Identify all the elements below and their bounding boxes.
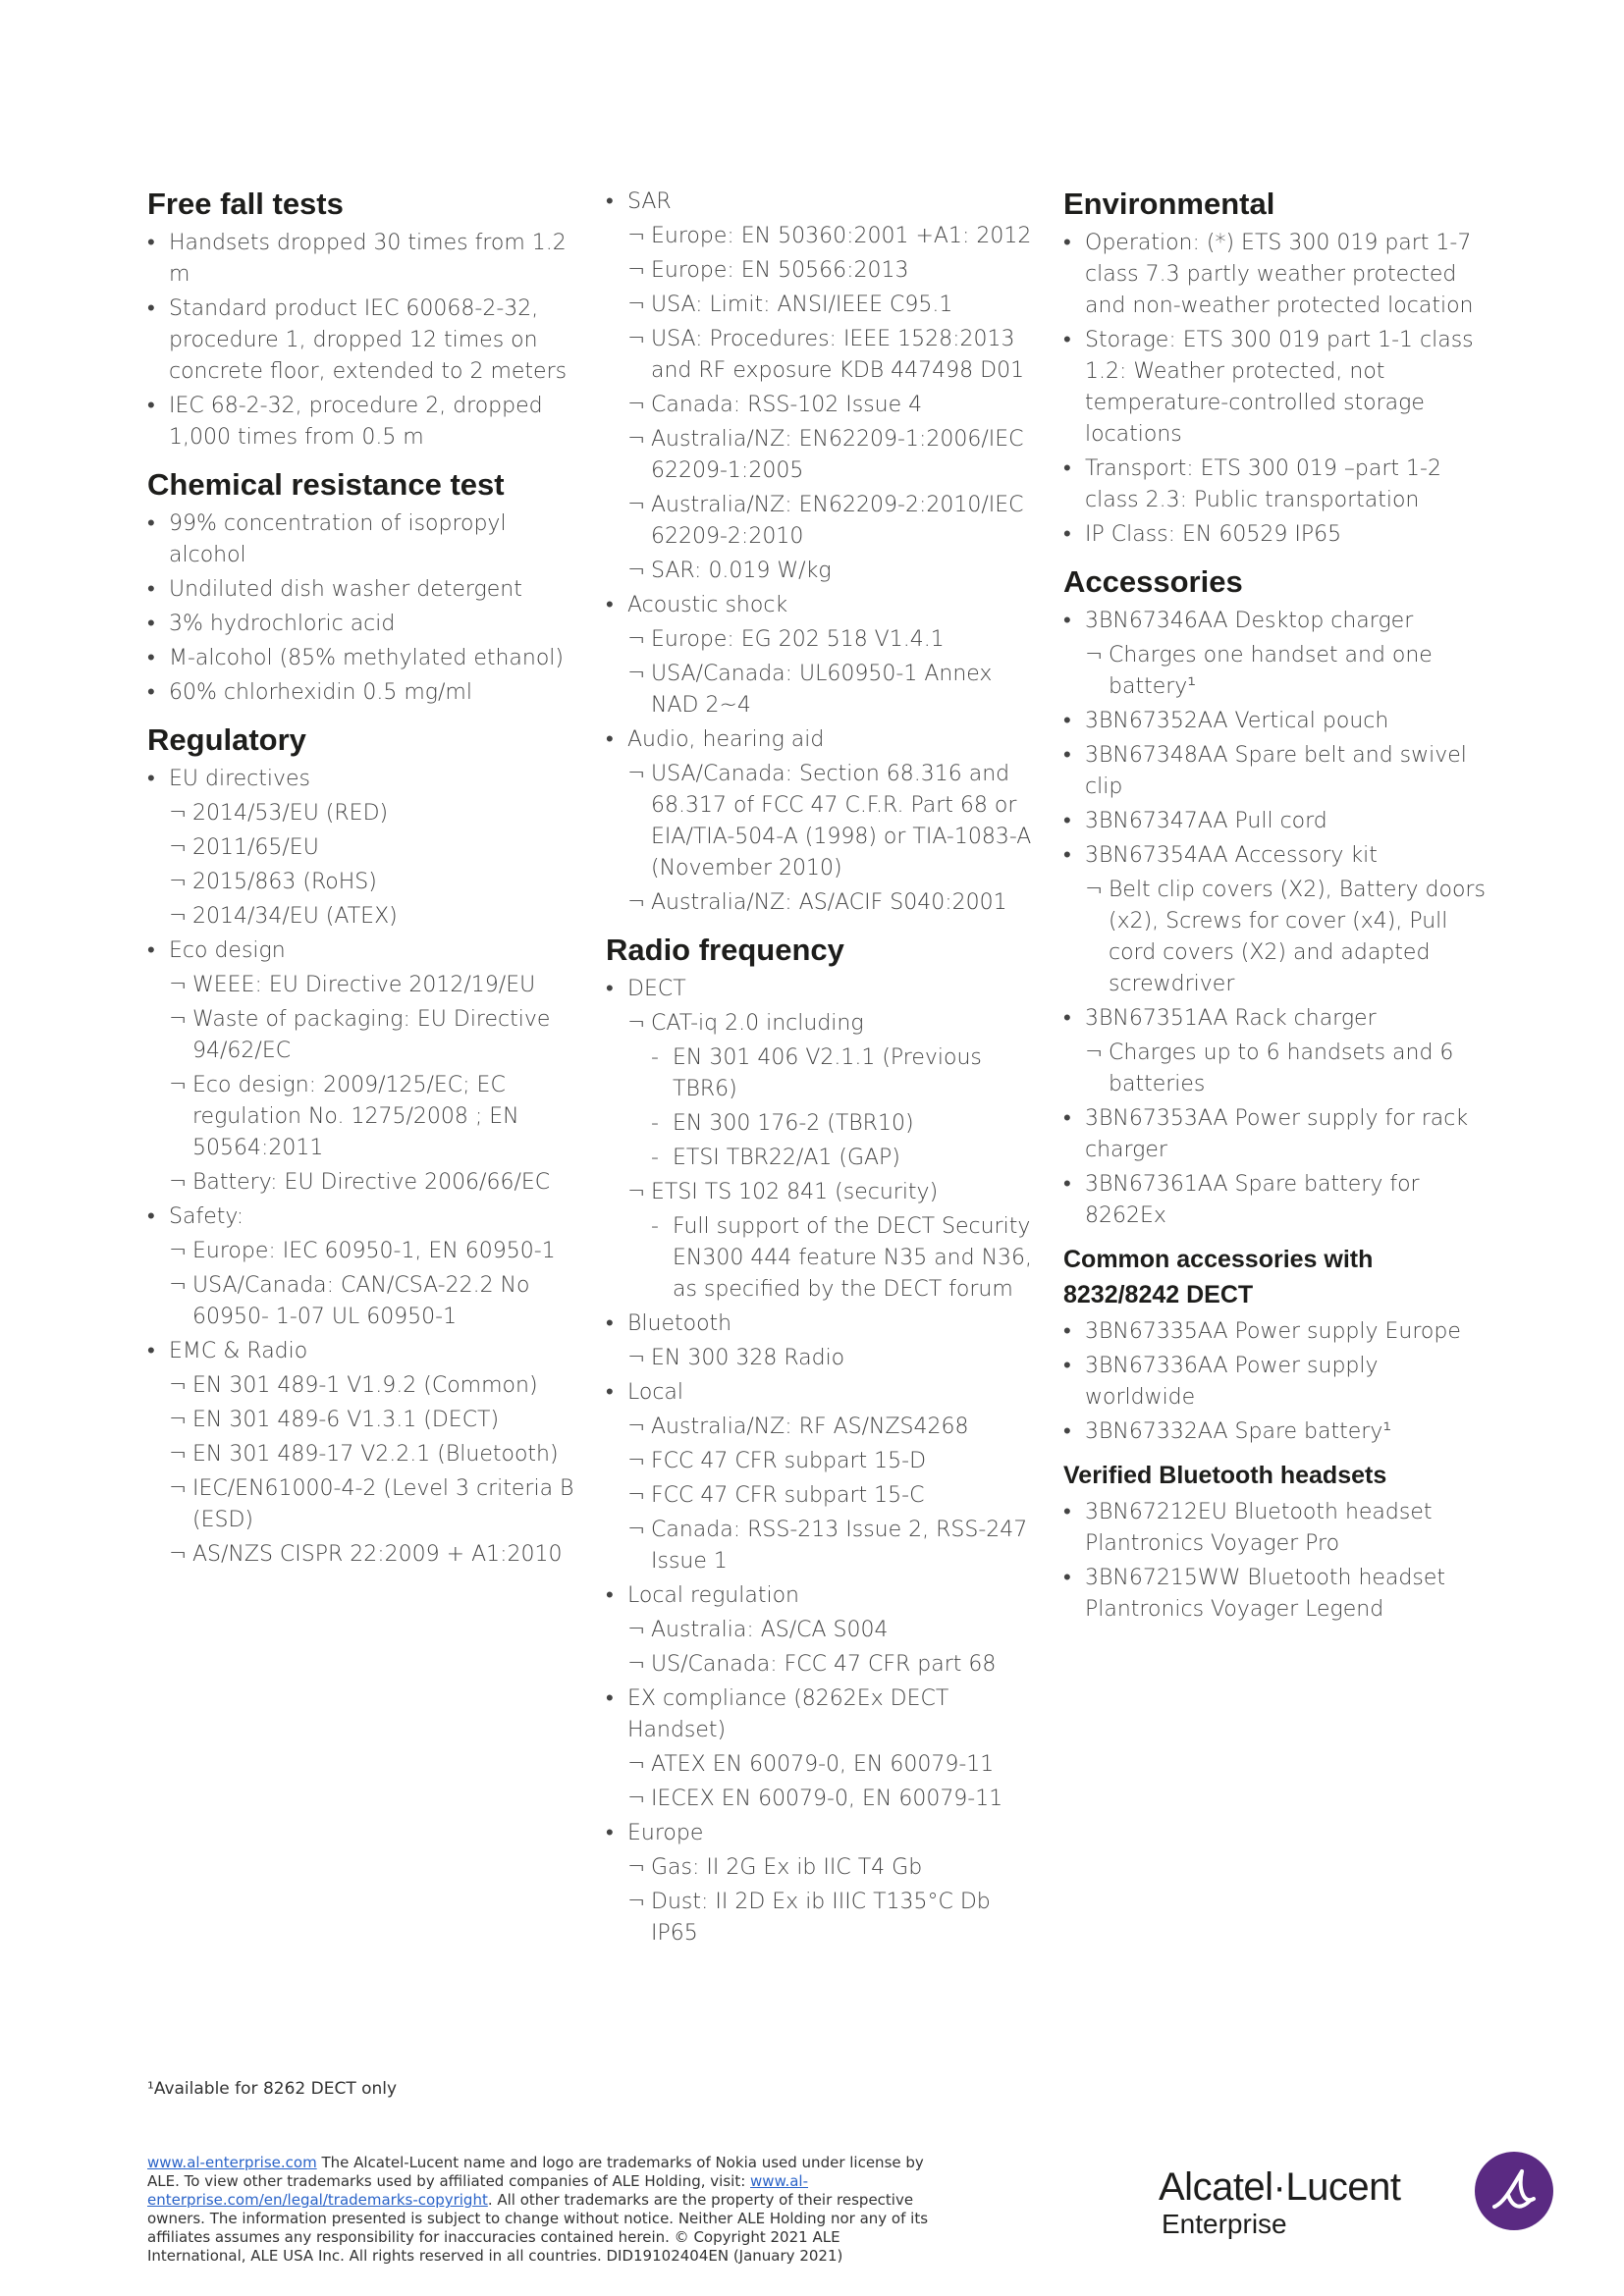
- sub-sub-item: - Full support of the DECT Security EN300 444 feature N35 and N36, as specified by the DECT forum: [606, 1211, 1043, 1306]
- list-item: • Transport: ETS 300 019 –part 1-2 class 2.3: Public transportation: [1063, 454, 1486, 516]
- list-item: • EMC & Radio: [147, 1336, 579, 1367]
- accessories-heading: Accessories: [1063, 564, 1243, 599]
- sub-item: ¬ Australia/NZ: RF AS/NZS4268: [606, 1412, 1043, 1443]
- regulatory-heading: Regulatory: [147, 722, 306, 757]
- sub-item: ¬ IEC/EN61000-4-2 (Level 3 criteria B (ESD): [147, 1473, 579, 1536]
- sub-item: ¬ Waste of packaging: EU Directive 94/62/EC: [147, 1004, 579, 1067]
- chemical-heading: Chemical resistance test: [147, 467, 505, 502]
- column-right: [1063, 187, 1486, 1639]
- sub-item: ¬ Belt clip covers (X2), Battery doors (x2), Screws for cover (x4), Pull cord covers (X2) and adapted screwdriver: [1063, 875, 1486, 1000]
- list-item: • Safety:: [147, 1201, 579, 1233]
- radio-frequency-section: [606, 933, 1043, 1949]
- list-item: • 3BN67335AA Power supply Europe: [1063, 1316, 1486, 1348]
- sub-item: ¬ SAR: 0.019 W/kg: [606, 556, 1043, 587]
- sub-item: ¬ Australia/NZ: EN62209-2:2010/IEC 62209-2:2010: [606, 490, 1043, 553]
- brand-subtitle: Enterprise: [1162, 2209, 1287, 2239]
- radio-frequency-heading: Radio frequency: [606, 933, 844, 967]
- list-item: • EU directives: [147, 764, 579, 795]
- list-item: • Europe: [606, 1818, 1043, 1849]
- sub-item: ¬ Charges one handset and one battery¹: [1063, 640, 1486, 703]
- sub-item: ¬ ETSI TS 102 841 (security): [606, 1177, 1043, 1208]
- list-item: • Undiluted dish washer detergent: [147, 574, 579, 606]
- sub-item: ¬ Gas: II 2G Ex ib IIC T4 Gb: [606, 1852, 1043, 1884]
- sub-item: ¬ Europe: EN 50566:2013: [606, 255, 1043, 287]
- website-link[interactable]: www.al-enterprise.com: [147, 2154, 317, 2171]
- sub-sub-item: - ETSI TBR22/A1 (GAP): [606, 1143, 1043, 1174]
- sub-item: ¬ CAT-iq 2.0 including: [606, 1008, 1043, 1040]
- list-item: • Bluetooth: [606, 1308, 1043, 1340]
- sub-item: ¬ USA/Canada: UL60950-1 Annex NAD 2~4: [606, 659, 1043, 721]
- list-item: • 3BN67332AA Spare battery¹: [1063, 1416, 1486, 1448]
- sub-item: ¬ Dust: II 2D Ex ib IIIC T135°C Db IP65: [606, 1887, 1043, 1949]
- list-item: • Audio, hearing aid: [606, 724, 1043, 756]
- sub-item: ¬ AS/NZS CISPR 22:2009 + A1:2010: [147, 1539, 579, 1571]
- sub-item: ¬ 2014/53/EU (RED): [147, 798, 579, 829]
- chemical-section: [147, 467, 579, 709]
- sub-item: ¬ Australia: AS/CA S004: [606, 1615, 1043, 1646]
- sub-item: ¬ USA: Procedures: IEEE 1528:2013 and RF exposure KDB 447498 D01: [606, 324, 1043, 387]
- environmental-heading: Environmental: [1063, 187, 1275, 221]
- regulatory-section: [147, 722, 579, 1571]
- column-left: [147, 187, 579, 1584]
- list-item: • 3BN67215WW Bluetooth headset Plantronics Voyager Legend: [1063, 1563, 1486, 1626]
- sub-item: ¬ EN 300 328 Radio: [606, 1343, 1043, 1374]
- list-item: • 3BN67336AA Power supply worldwide: [1063, 1351, 1486, 1414]
- list-item: • IEC 68-2-32, procedure 2, dropped 1,000 times from 0.5 m: [147, 391, 579, 454]
- list-item: • 3% hydrochloric acid: [147, 609, 579, 640]
- list-item: • Operation: (*) ETS 300 019 part 1-7 class 7.3 partly weather protected and non-weather protected location: [1063, 228, 1486, 322]
- brand-wordmark: [1159, 2165, 1400, 2240]
- environmental-section: [1063, 187, 1486, 551]
- list-item: • 60% chlorhexidin 0.5 mg/ml: [147, 677, 579, 709]
- sub-item: ¬ WEEE: EU Directive 2012/19/EU: [147, 970, 579, 1001]
- sub-item: ¬ Europe: EN 50360:2001 +A1: 2012: [606, 221, 1043, 252]
- sub-item: ¬ Europe: IEC 60950-1, EN 60950-1: [147, 1236, 579, 1267]
- list-item: • 3BN67354AA Accessory kit: [1063, 840, 1486, 872]
- sub-item: ¬ Australia/NZ: AS/ACIF S040:2001: [606, 887, 1043, 919]
- list-item: • Storage: ETS 300 019 part 1-1 class 1.2: Weather protected, not temperature-controlled storage locations: [1063, 325, 1486, 451]
- sub-item: ¬ IECEX EN 60079-0, EN 60079-11: [606, 1784, 1043, 1815]
- sub-item: ¬ USA/Canada: Section 68.316 and 68.317 of FCC 47 C.F.R. Part 68 or EIA/TIA-504-A (1998) or TIA-1083-A (November 2010): [606, 759, 1043, 884]
- legal-text-part-b: . All other trademarks are the property of their respective owners. The information presented is subject to change without notice. Neither ALE Holding nor any of its affiliates assumes any responsibility for inaccuracies contained herein. © Copyright 2021 ALE International, ALE USA Inc. All rights reserved in all countries. DID19102404EN (January 2021): [147, 2191, 929, 2265]
- free-fall-section: [147, 187, 579, 454]
- list-item: • 99% concentration of isopropyl alcohol: [147, 508, 579, 571]
- brand-name: Alcatel·Lucent: [1159, 2165, 1401, 2209]
- list-item: • Acoustic shock: [606, 590, 1043, 621]
- sub-item: ¬ EN 301 489-1 V1.9.2 (Common): [147, 1370, 579, 1402]
- list-item: • 3BN67212EU Bluetooth headset Plantronics Voyager Pro: [1063, 1497, 1486, 1560]
- footnote: ¹Available for 8262 DECT only: [147, 2079, 398, 2099]
- list-item: • SAR: [606, 187, 1043, 218]
- column-middle: [606, 187, 1043, 1963]
- list-item: • EX compliance (8262Ex DECT Handset): [606, 1683, 1043, 1746]
- free-fall-heading: Free fall tests: [147, 187, 344, 221]
- regulatory-continued-section: [606, 187, 1043, 919]
- list-item: • Local regulation: [606, 1580, 1043, 1612]
- sub-item: ¬ Eco design: 2009/125/EC; EC regulation No. 1275/2008 ; EN 50564:2011: [147, 1070, 579, 1164]
- sub-item: ¬ ATEX EN 60079-0, EN 60079-11: [606, 1749, 1043, 1781]
- trademarks-link[interactable]: www.al-enterprise.com/en/legal/trademarks-copyright: [147, 2172, 808, 2209]
- list-item: • 3BN67353AA Power supply for rack charger: [1063, 1103, 1486, 1166]
- sub-item: ¬ FCC 47 CFR subpart 15-C: [606, 1480, 1043, 1512]
- legal-text: [147, 2154, 933, 2266]
- sub-item: ¬ Charges up to 6 handsets and 6 batteries: [1063, 1038, 1486, 1100]
- alcatel-lucent-logo-icon: [1473, 2150, 1555, 2232]
- sub-item: ¬ 2015/863 (RoHS): [147, 867, 579, 898]
- sub-item: ¬ 2014/34/EU (ATEX): [147, 901, 579, 933]
- sub-item: ¬ EN 301 489-17 V2.2.1 (Bluetooth): [147, 1439, 579, 1470]
- list-item: • 3BN67361AA Spare battery for 8262Ex: [1063, 1169, 1486, 1232]
- sub-item: ¬ EN 301 489-6 V1.3.1 (DECT): [147, 1405, 579, 1436]
- common-accessories-heading: Common accessories with 8232/8242 DECT: [1063, 1246, 1374, 1308]
- sub-item: ¬ Canada: RSS-213 Issue 2, RSS-247 Issue 1: [606, 1515, 1043, 1577]
- sub-item: ¬ FCC 47 CFR subpart 15-D: [606, 1446, 1043, 1477]
- accessories-section: [1063, 564, 1486, 1626]
- list-item: • IP Class: EN 60529 IP65: [1063, 519, 1486, 551]
- sub-item: ¬ US/Canada: FCC 47 CFR part 68: [606, 1649, 1043, 1681]
- list-item: • Eco design: [147, 935, 579, 967]
- sub-item: ¬ Europe: EG 202 518 V1.4.1: [606, 624, 1043, 656]
- list-item: • Handsets dropped 30 times from 1.2 m: [147, 228, 579, 291]
- list-item: • DECT: [606, 974, 1043, 1005]
- list-item: • 3BN67347AA Pull cord: [1063, 806, 1486, 837]
- list-item: • Local: [606, 1377, 1043, 1409]
- sub-item: ¬ USA: Limit: ANSI/IEEE C95.1: [606, 290, 1043, 321]
- bluetooth-headsets-heading: Verified Bluetooth headsets: [1063, 1462, 1387, 1489]
- list-item: • 3BN67352AA Vertical pouch: [1063, 706, 1486, 737]
- legal-text-part-a: The Alcatel-Lucent name and logo are trademarks of Nokia used under license by ALE. To view other trademarks used by affiliated companies of ALE Holding, visit:: [147, 2154, 924, 2190]
- list-item: • M-alcohol (85% methylated ethanol): [147, 643, 579, 674]
- list-item: • 3BN67346AA Desktop charger: [1063, 606, 1486, 637]
- sub-item: ¬ Australia/NZ: EN62209-1:2006/IEC 62209-1:2005: [606, 424, 1043, 487]
- sub-item: ¬ USA/Canada: CAN/CSA-22.2 No 60950- 1-07 UL 60950-1: [147, 1270, 579, 1333]
- sub-sub-item: - EN 300 176-2 (TBR10): [606, 1108, 1043, 1140]
- list-item: • 3BN67348AA Spare belt and swivel clip: [1063, 740, 1486, 803]
- sub-item: ¬ Canada: RSS-102 Issue 4: [606, 390, 1043, 421]
- sub-item: ¬ 2011/65/EU: [147, 832, 579, 864]
- sub-item: ¬ Battery: EU Directive 2006/66/EC: [147, 1167, 579, 1199]
- sub-sub-item: - EN 301 406 V2.1.1 (Previous TBR6): [606, 1042, 1043, 1105]
- list-item: • 3BN67351AA Rack charger: [1063, 1003, 1486, 1035]
- list-item: • Standard product IEC 60068-2-32, procedure 1, dropped 12 times on concrete floor, extended to 2 meters: [147, 294, 579, 388]
